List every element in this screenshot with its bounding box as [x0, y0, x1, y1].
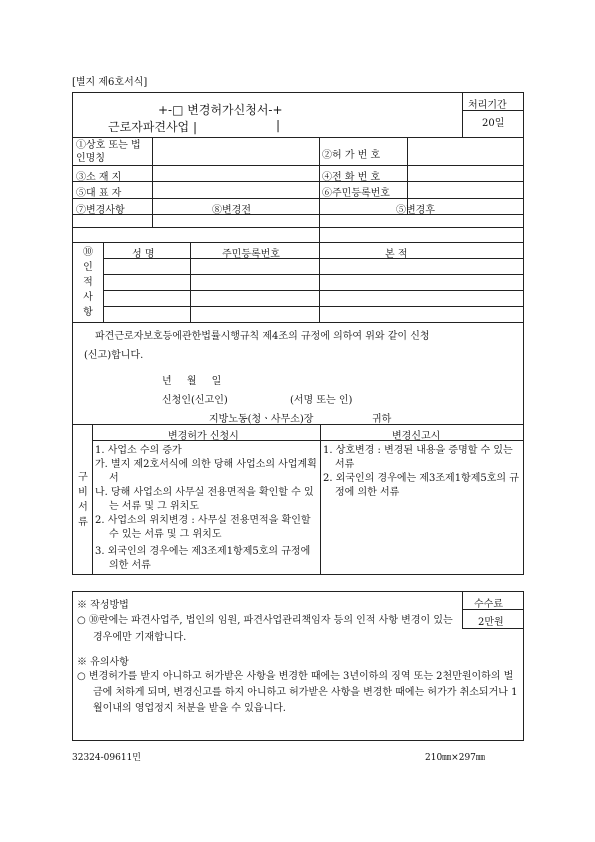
fee-label: 수수료 — [474, 599, 503, 610]
phone-label: ④전 화 번 호 — [322, 172, 381, 183]
caution-title: ※ 유의사항 — [77, 657, 129, 668]
signature-label: (서명 또는 인) — [290, 395, 353, 406]
caution-note: ○ 변경허가를 받지 아니하고 허가받은 사항을 변경한 때에는 3년이하의 징역 또는 2천만원이하의 벌금에 처하게 되며, 변경신고를 하지 아니하고 허가받은 사항을 변경한 때에는 허가가 취소되거나 1월이내의 영업정지 처분을 받을 수 있읍니다. — [77, 671, 518, 714]
after-change-label: ⑤변경후 — [396, 205, 435, 216]
processing-period-value: 20일 — [482, 118, 505, 129]
permit-document-item: 나. 당해 사업소의 사무실 전용면적을 확인할 수 있는 서류 및 그 위치도 — [95, 487, 314, 512]
before-change-label: ⑧변경전 — [212, 205, 251, 216]
statement-text-cont: (신고)합니다. — [84, 350, 144, 361]
form-subtitle: 근로자파견사업 | — [108, 120, 198, 134]
permit-document-item: 2. 사업소의 위치변경 : 사무실 전용면적을 확인할 수 있는 서류 및 그 위치도 — [95, 515, 311, 540]
honorific-label: 귀하 — [372, 414, 392, 425]
name-column-header: 성 명 — [132, 249, 155, 260]
permit-document-item: 가. 별지 제2호서식에 의한 당해 사업소의 사업계획서 — [95, 459, 317, 484]
recipient-label: 지방노동(청ㆍ사무소)장 — [209, 414, 314, 425]
representative-label: ⑤대 표 자 — [76, 188, 122, 199]
form-reference: [별지 제6호서식] — [72, 77, 148, 88]
form-code: 32324-09611민 — [72, 753, 141, 763]
change-item-label: ⑦변경사항 — [76, 205, 125, 216]
statement-text: 파견근로자보호등에관한법률시행규칙 제4조의 규정에 의하여 위와 같이 신청 — [95, 331, 430, 342]
report-document-item: 2. 외국인의 경우에는 제3조제1항제5호의 규정에 의한 서류 — [323, 473, 519, 498]
required-documents-label: 구 비 서 류 — [78, 472, 88, 528]
form-title: +-□ 변경허가신청서-+ — [158, 103, 283, 117]
permit-document-item: 3. 외국인의 경우에는 제3조제1항제5호의 규정에 의한 서류 — [95, 546, 311, 571]
report-document-item: 1. 상호변경 : 변경된 내용을 증명할 수 있는 서류 — [323, 445, 513, 470]
permit-document-item: 1. 사업소 수의 증가 — [95, 445, 182, 456]
resident-number-column-header: 주민등록번호 — [222, 249, 280, 260]
writing-method-title: ※ 작성방법 — [77, 600, 129, 611]
license-number-label: ②허 가 번 호 — [322, 150, 381, 161]
permit-documents-header: 변경허가 신청시 — [168, 431, 239, 442]
title-bar: | — [276, 118, 281, 132]
company-name-label: ①상호 또는 법인명칭 — [76, 140, 141, 164]
applicant-label: 신청인(신고인) — [162, 395, 228, 406]
paper-size: 210㎜×297㎜ — [425, 753, 485, 763]
personal-info-label: ⑩ 인 적 사 항 — [83, 247, 93, 318]
address-label: ③소 재 지 — [76, 172, 122, 183]
fee-amount: 2만원 — [478, 617, 504, 628]
writing-method-note: ○ ⑩란에는 파견사업주, 법인의 임원, 파견사업관리책임자 등의 인적 사항 변경이 있는 경우에만 기재합니다. — [77, 615, 453, 643]
domicile-column-header: 본 적 — [385, 249, 408, 260]
processing-period-label: 처리기간 — [468, 100, 507, 111]
resident-number-label: ⑥주민등록번호 — [322, 188, 390, 199]
application-date: 년 월 일 — [162, 376, 222, 387]
report-documents-header: 변경신고시 — [392, 431, 441, 442]
